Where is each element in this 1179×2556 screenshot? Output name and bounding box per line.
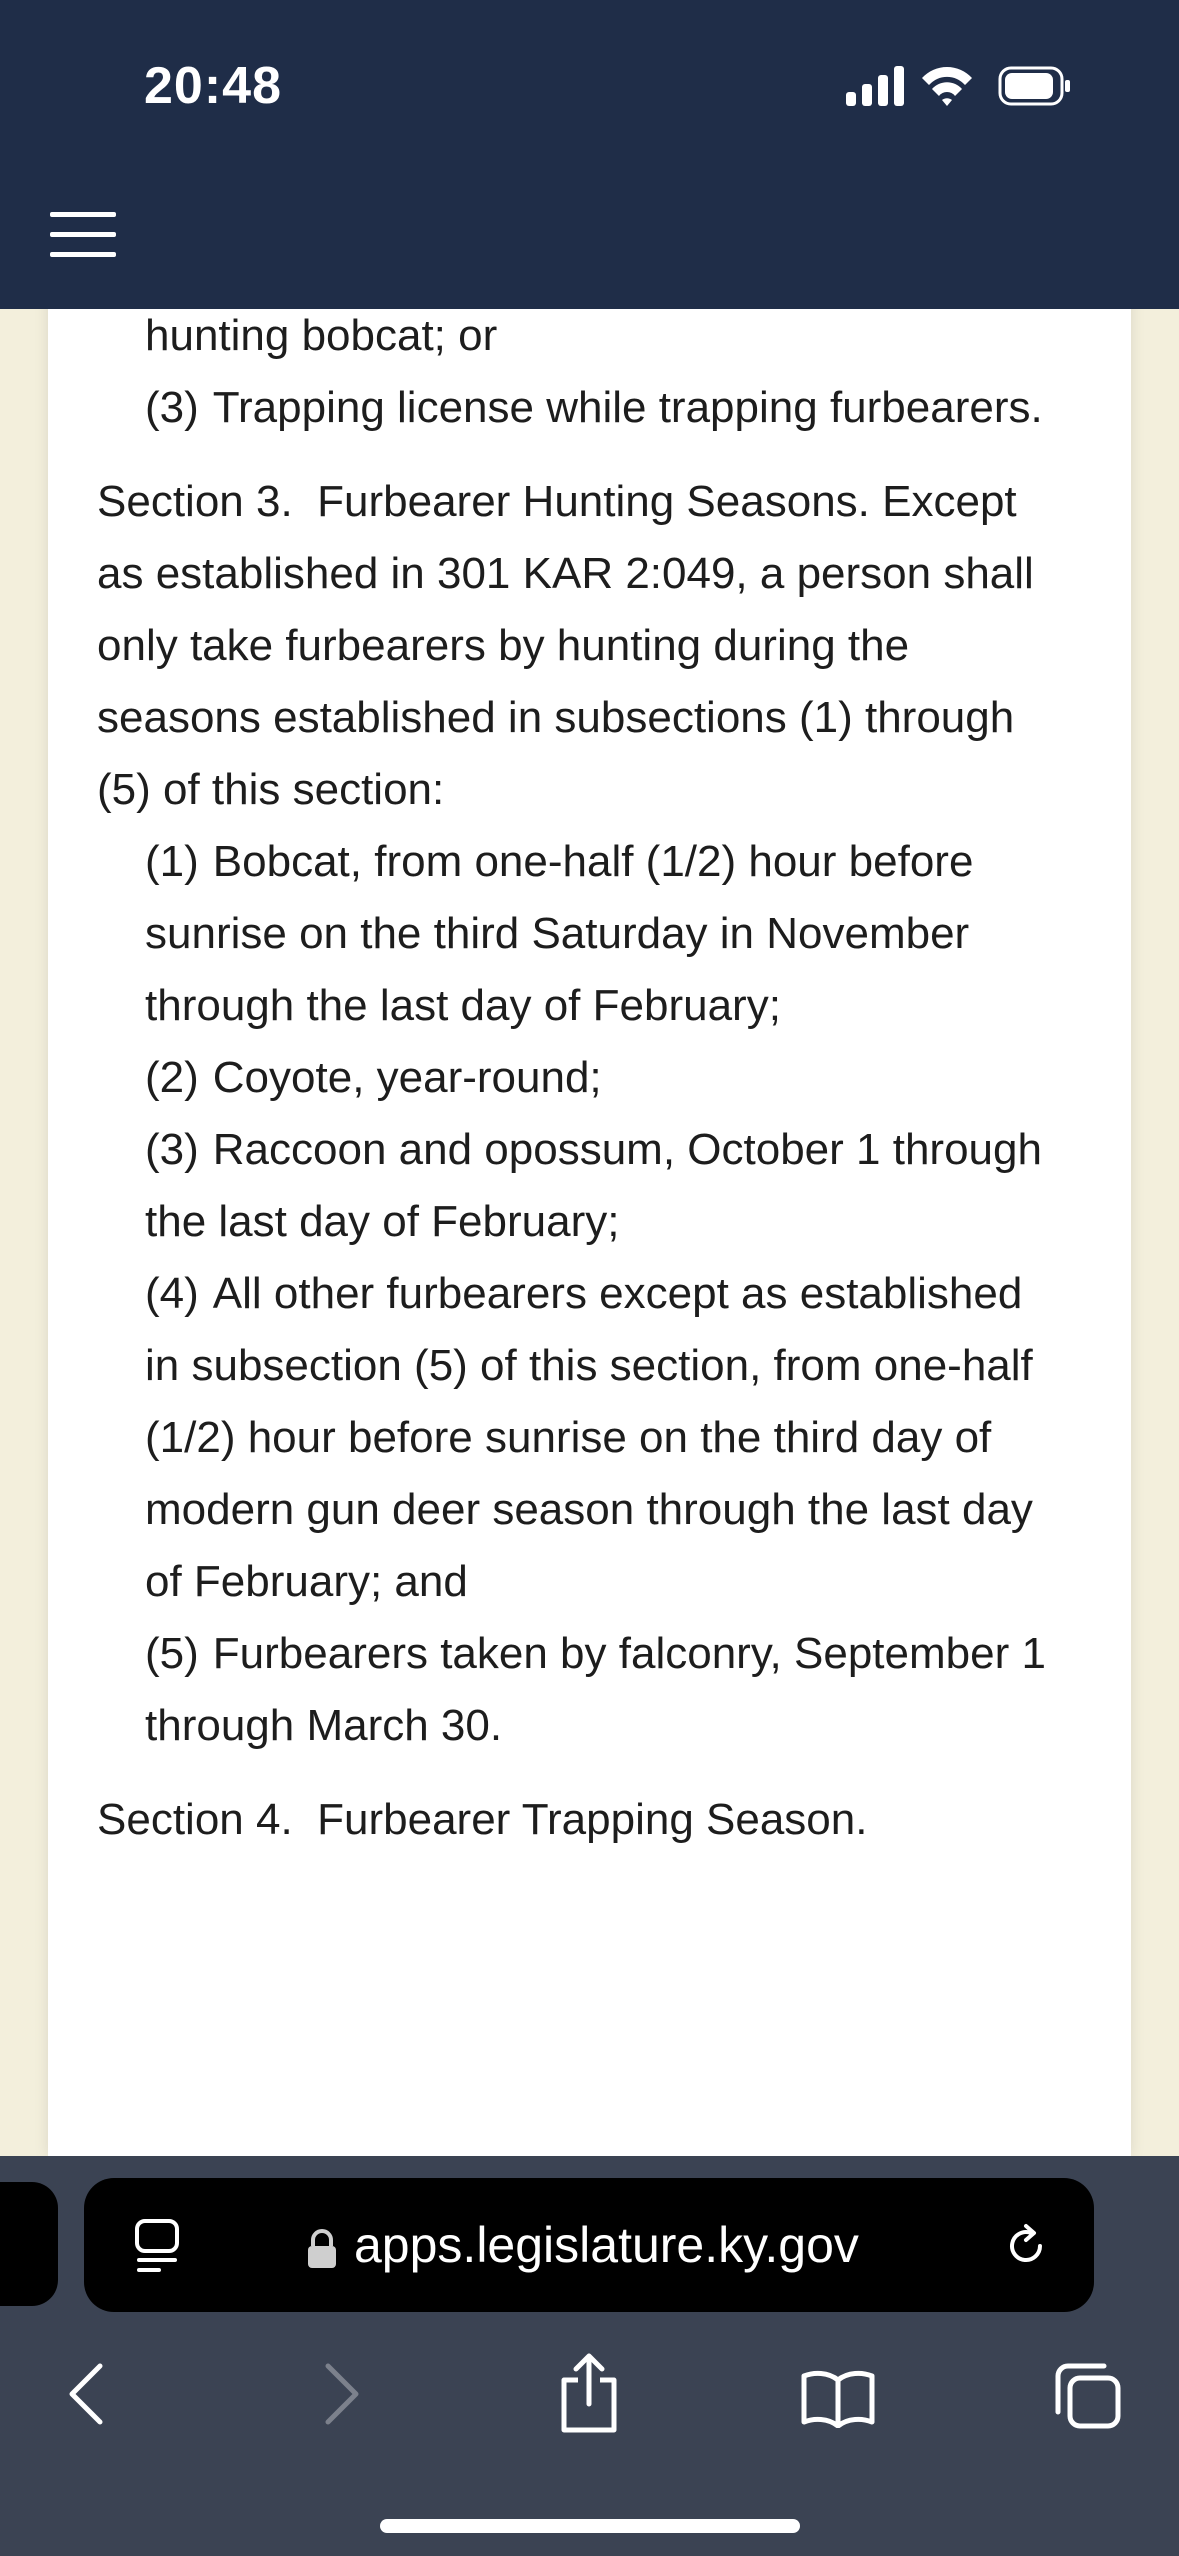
bookmarks-icon[interactable] [800, 2368, 876, 2428]
section-3-text: Except as established in 301 KAR 2:049, a person shall only take furbearers by hunting during the seasons established in subsections (1) through (5) of this section: [97, 477, 1034, 814]
list-text: All other furbearers except as established in subsection (5) of this section, from one-half (1/2) hour before sunrise on the third day of modern gun deer season through the last day of February; and [145, 1269, 1033, 1606]
battery-icon [1000, 68, 1070, 104]
list-text: Trapping license while trapping furbearers. [212, 383, 1043, 432]
site-header [0, 0, 1179, 309]
list-item [97, 1114, 1047, 1258]
status-icons [842, 62, 1082, 112]
list-text: Coyote, year-round; [212, 1053, 602, 1102]
list-number: (3) [145, 1125, 199, 1174]
document-content [97, 300, 1047, 1856]
list-number: (4) [145, 1269, 199, 1318]
status-time: 20:48 [144, 57, 282, 115]
home-indicator[interactable] [380, 2519, 800, 2533]
back-icon[interactable] [66, 2362, 106, 2426]
section-4-heading: Section 4. [97, 1795, 293, 1844]
reload-icon[interactable] [1002, 2222, 1050, 2270]
address-bar[interactable] [84, 2178, 1094, 2312]
section-4-title: Furbearer Trapping Season. [317, 1795, 868, 1844]
list-text: Raccoon and opossum, October 1 through the last day of February; [145, 1125, 1042, 1246]
share-icon[interactable] [556, 2352, 622, 2436]
list-item [97, 1042, 1047, 1114]
list-text: Bobcat, from one-half (1/2) hour before sunrise on the third Saturday in November through the last day of February; [145, 837, 974, 1030]
list-number: (3) [145, 383, 199, 432]
browser-toolbar [0, 2156, 1179, 2556]
section-4 [97, 1784, 1047, 1856]
list-item [97, 826, 1047, 1042]
wifi-icon [922, 67, 972, 106]
page-menu-icon[interactable] [134, 2218, 180, 2274]
forward-icon[interactable] [322, 2362, 362, 2426]
list-number: (2) [145, 1053, 199, 1102]
text-line: hunting bobcat; or [145, 311, 498, 360]
list-text: Furbearers taken by falconry, September 1 through March 30. [145, 1629, 1046, 1750]
lock-icon [306, 2228, 338, 2270]
hamburger-menu-icon[interactable] [50, 210, 116, 260]
section-3-title: Furbearer Hunting Seasons. [317, 477, 870, 526]
section-3 [97, 466, 1047, 826]
section-3-heading: Section 3. [97, 477, 293, 526]
list-item [97, 372, 1047, 444]
list-number: (1) [145, 837, 199, 886]
url-text[interactable]: apps.legislature.ky.gov [354, 2217, 859, 2273]
list-item [97, 1618, 1047, 1762]
list-number: (5) [145, 1629, 199, 1678]
list-item [97, 1258, 1047, 1618]
previous-tab-preview[interactable] [0, 2182, 58, 2306]
tabs-icon[interactable] [1052, 2360, 1124, 2432]
cellular-signal-icon [846, 66, 904, 106]
